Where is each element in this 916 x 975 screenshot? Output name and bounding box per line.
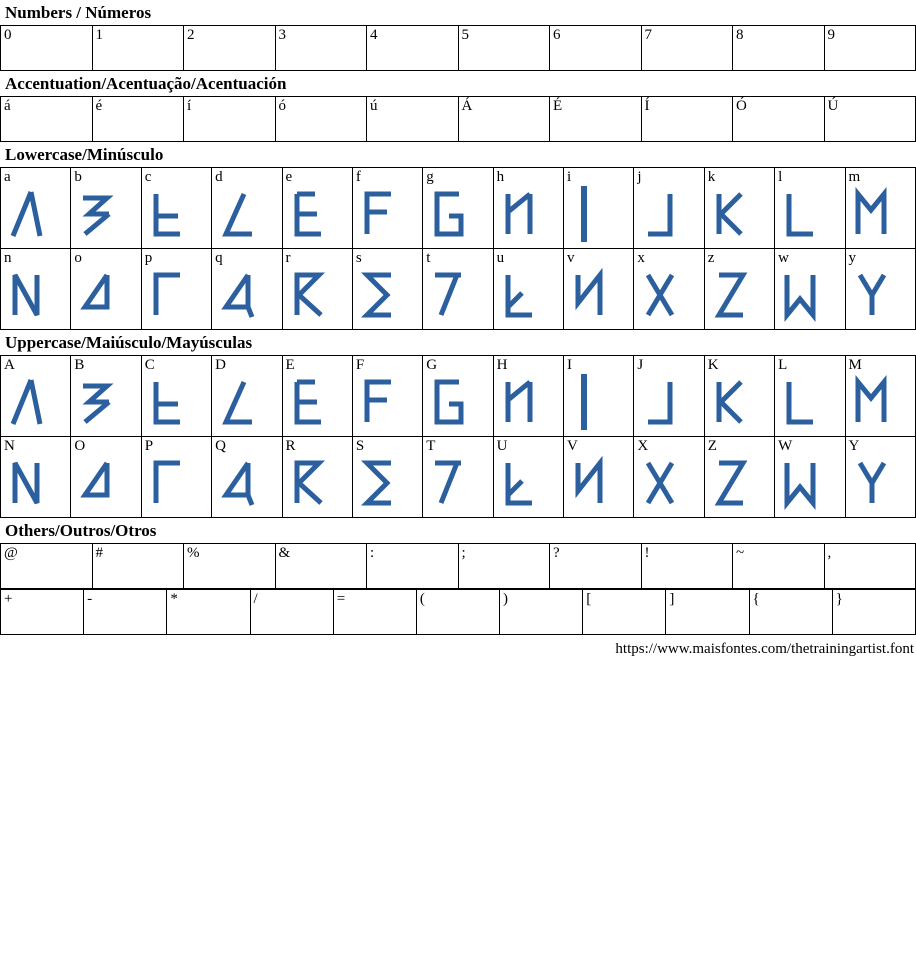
cell-label: H xyxy=(496,357,508,373)
cell-label: } xyxy=(835,591,843,607)
cell-label: Á xyxy=(461,98,473,114)
glyph-cell xyxy=(141,249,211,330)
cell-label: g xyxy=(426,169,434,185)
cell-label: 6 xyxy=(553,27,561,43)
cell-label: ! xyxy=(644,545,650,561)
glyph-T-icon xyxy=(423,455,492,511)
glyph-cell xyxy=(564,168,634,249)
section-title-uppercase: Uppercase/Maiúsculo/Mayúsculas xyxy=(5,333,253,352)
glyph-cell xyxy=(583,590,666,635)
glyph-cell xyxy=(423,168,493,249)
glyph-cell xyxy=(416,590,499,635)
glyph-cell xyxy=(775,437,845,518)
glyph-cell xyxy=(564,437,634,518)
cell-label: L xyxy=(778,357,788,373)
glyph-cell xyxy=(71,168,141,249)
glyph-cell xyxy=(634,437,704,518)
cell-label: I xyxy=(567,357,572,373)
cell-label: N xyxy=(4,438,15,454)
glyph-cell xyxy=(564,356,634,437)
cell-label: B xyxy=(74,357,85,373)
glyph-cell xyxy=(352,356,422,437)
glyph-j-icon xyxy=(634,186,703,242)
glyph-M-icon xyxy=(846,374,916,430)
glyph-y-icon xyxy=(846,267,916,323)
glyph-cell xyxy=(493,249,563,330)
glyph-cell xyxy=(550,544,642,589)
table-row xyxy=(1,590,916,635)
glyph-x-icon xyxy=(634,267,703,323)
table-row xyxy=(1,249,916,330)
cell-label: 2 xyxy=(187,27,195,43)
glyph-X-icon xyxy=(634,455,703,511)
glyph-G-icon xyxy=(423,374,492,430)
cell-label: { xyxy=(752,591,760,607)
glyph-b-icon xyxy=(71,186,140,242)
cell-label: e xyxy=(285,169,293,185)
cell-label: p xyxy=(144,250,153,266)
glyph-F-icon xyxy=(353,374,422,430)
cell-label: E xyxy=(285,357,295,373)
glyph-S-icon xyxy=(353,455,422,511)
glyph-cell xyxy=(1,544,93,589)
glyph-cell xyxy=(1,26,93,71)
glyph-f-icon xyxy=(353,186,422,242)
glyph-r-icon xyxy=(283,267,352,323)
cell-label: f xyxy=(355,169,361,185)
glyph-cell xyxy=(550,97,642,142)
glyph-t-icon xyxy=(423,267,492,323)
glyph-cell xyxy=(167,590,250,635)
source-url[interactable]: https://www.maisfontes.com/thetrainingartist.font xyxy=(615,641,914,657)
glyph-cell xyxy=(92,26,184,71)
glyph-cell xyxy=(749,590,832,635)
glyph-cell xyxy=(282,168,352,249)
cell-label: l xyxy=(778,169,783,185)
glyph-cell xyxy=(352,437,422,518)
glyph-h-icon xyxy=(494,186,563,242)
cell-label: q xyxy=(215,250,223,266)
glyph-H-icon xyxy=(494,374,563,430)
glyph-cell xyxy=(824,544,916,589)
glyph-cell xyxy=(634,356,704,437)
glyph-cell xyxy=(250,590,333,635)
cell-label: z xyxy=(707,250,715,266)
glyph-cell xyxy=(212,168,282,249)
glyph-Z-icon xyxy=(705,455,774,511)
glyph-cell xyxy=(352,249,422,330)
glyph-Y-icon xyxy=(846,455,916,511)
glyph-cell xyxy=(634,249,704,330)
glyph-cell xyxy=(845,356,916,437)
cell-label: 1 xyxy=(95,27,103,43)
glyph-D-icon xyxy=(212,374,281,430)
glyph-cell xyxy=(775,356,845,437)
glyph-cell xyxy=(1,97,93,142)
glyph-cell xyxy=(1,437,71,518)
glyph-cell xyxy=(212,437,282,518)
glyph-cell xyxy=(275,544,367,589)
glyph-q-icon xyxy=(212,267,281,323)
glyph-cell xyxy=(367,26,459,71)
cell-label: ; xyxy=(461,545,466,561)
glyph-d-icon xyxy=(212,186,281,242)
glyph-cell xyxy=(733,26,825,71)
glyph-cell xyxy=(84,590,167,635)
glyph-cell xyxy=(641,26,733,71)
glyph-cell xyxy=(733,97,825,142)
cell-label: W xyxy=(778,438,793,454)
glyph-cell xyxy=(666,590,749,635)
glyph-L-icon xyxy=(775,374,844,430)
table-row xyxy=(1,437,916,518)
glyph-v-icon xyxy=(564,267,633,323)
cell-label: i xyxy=(567,169,572,185)
glyph-cell xyxy=(550,26,642,71)
cell-label: % xyxy=(187,545,200,561)
cell-label: M xyxy=(848,357,862,373)
cell-label: O xyxy=(74,438,86,454)
glyph-c-icon xyxy=(142,186,211,242)
cell-label: t xyxy=(426,250,431,266)
cell-label: P xyxy=(144,438,154,454)
cell-label: , xyxy=(827,545,832,561)
glyph-U-icon xyxy=(494,455,563,511)
cell-label: a xyxy=(4,169,11,185)
glyph-cell xyxy=(634,168,704,249)
glyph-cell xyxy=(367,97,459,142)
glyph-cell xyxy=(212,356,282,437)
glyph-cell xyxy=(845,249,916,330)
glyph-k-icon xyxy=(705,186,774,242)
cell-label: n xyxy=(4,250,12,266)
cell-label: ó xyxy=(278,98,286,114)
cell-label: S xyxy=(355,438,365,454)
glyph-cell xyxy=(458,97,550,142)
glyph-cell xyxy=(845,168,916,249)
cell-label: R xyxy=(285,438,296,454)
cell-label: [ xyxy=(586,591,592,607)
cell-label: ú xyxy=(370,98,378,114)
glyph-cell xyxy=(824,26,916,71)
glyph-E-icon xyxy=(283,374,352,430)
glyph-cell xyxy=(1,356,71,437)
table-row xyxy=(1,544,916,589)
cell-label: 3 xyxy=(278,27,286,43)
others-table-2 xyxy=(0,589,916,635)
glyph-cell xyxy=(282,356,352,437)
glyph-cell xyxy=(212,249,282,330)
cell-label: r xyxy=(285,250,291,266)
cell-label: T xyxy=(426,438,436,454)
glyph-a-icon xyxy=(1,186,70,242)
cell-label: 9 xyxy=(827,27,835,43)
section-title-numbers: Numbers / Números xyxy=(5,3,152,22)
cell-label: o xyxy=(74,250,82,266)
cell-label: 4 xyxy=(370,27,378,43)
glyph-cell xyxy=(458,544,550,589)
glyph-cell xyxy=(458,26,550,71)
cell-label: Q xyxy=(215,438,226,454)
cell-label: ~ xyxy=(736,545,745,561)
glyph-e-icon xyxy=(283,186,352,242)
glyph-K-icon xyxy=(705,374,774,430)
cell-label: + xyxy=(4,591,13,607)
glyph-cell xyxy=(141,356,211,437)
glyph-w-icon xyxy=(775,267,844,323)
cell-label: s xyxy=(355,250,362,266)
glyph-p-icon xyxy=(142,267,211,323)
glyph-cell xyxy=(275,26,367,71)
glyph-cell xyxy=(493,168,563,249)
cell-label: j xyxy=(637,169,642,185)
glyph-cell xyxy=(704,249,774,330)
glyph-cell xyxy=(493,437,563,518)
section-title-others: Others/Outros/Otros xyxy=(5,521,157,540)
glyph-cell xyxy=(564,249,634,330)
glyph-cell xyxy=(282,249,352,330)
glyph-cell xyxy=(92,544,184,589)
cell-label: - xyxy=(87,591,93,607)
glyph-cell xyxy=(71,356,141,437)
cell-label: ) xyxy=(503,591,509,607)
cell-label: : xyxy=(370,545,375,561)
glyph-g-icon xyxy=(423,186,492,242)
cell-label: ] xyxy=(669,591,675,607)
cell-label: V xyxy=(567,438,578,454)
cell-label: A xyxy=(4,357,15,373)
table-row xyxy=(1,97,916,142)
cell-label: X xyxy=(637,438,649,454)
glyph-l-icon xyxy=(775,186,844,242)
cell-label: Y xyxy=(848,438,860,454)
glyph-C-icon xyxy=(142,374,211,430)
cell-label: Z xyxy=(707,438,717,454)
cell-label: 5 xyxy=(461,27,469,43)
cell-label: 8 xyxy=(736,27,744,43)
numbers-table xyxy=(0,25,916,71)
glyph-R-icon xyxy=(283,455,352,511)
glyph-cell xyxy=(500,590,583,635)
glyph-cell xyxy=(704,356,774,437)
cell-label: í xyxy=(187,98,192,114)
glyph-n-icon xyxy=(1,267,70,323)
glyph-J-icon xyxy=(634,374,703,430)
glyph-cell xyxy=(141,437,211,518)
cell-label: & xyxy=(278,545,291,561)
cell-label: Í xyxy=(644,98,650,114)
section-title-lowercase: Lowercase/Minúsculo xyxy=(5,145,164,164)
glyph-cell xyxy=(275,97,367,142)
cell-label: C xyxy=(144,357,155,373)
glyph-cell xyxy=(367,544,459,589)
cell-label: = xyxy=(336,591,346,607)
cell-label: ? xyxy=(553,545,560,561)
others-table xyxy=(0,543,916,589)
glyph-cell xyxy=(704,168,774,249)
glyph-cell xyxy=(282,437,352,518)
glyph-cell xyxy=(493,356,563,437)
table-row xyxy=(1,356,916,437)
glyph-m-icon xyxy=(846,186,916,242)
cell-label: @ xyxy=(4,545,18,561)
glyph-cell xyxy=(423,437,493,518)
glyph-cell xyxy=(423,356,493,437)
cell-label: y xyxy=(848,250,856,266)
cell-label: w xyxy=(778,250,789,266)
cell-label: á xyxy=(4,98,11,114)
cell-label: K xyxy=(707,357,719,373)
cell-label: ( xyxy=(419,591,425,607)
glyph-W-icon xyxy=(775,455,844,511)
cell-label: J xyxy=(637,357,644,373)
uppercase-table xyxy=(0,355,916,518)
cell-label: Ú xyxy=(827,98,839,114)
glyph-cell xyxy=(775,249,845,330)
glyph-i-icon xyxy=(564,186,633,258)
cell-label: m xyxy=(848,169,861,185)
table-row xyxy=(1,26,916,71)
glyph-cell xyxy=(184,26,276,71)
cell-label: c xyxy=(144,169,152,185)
cell-label: G xyxy=(426,357,438,373)
glyph-cell xyxy=(92,97,184,142)
cell-label: d xyxy=(215,169,223,185)
table-row xyxy=(1,168,916,249)
cell-label: é xyxy=(95,98,103,114)
glyph-cell xyxy=(824,97,916,142)
cell-label: v xyxy=(567,250,575,266)
glyph-cell xyxy=(333,590,416,635)
glyph-cell xyxy=(832,590,915,635)
glyph-cell xyxy=(733,544,825,589)
cell-label: u xyxy=(496,250,505,266)
glyph-cell xyxy=(71,437,141,518)
cell-label: U xyxy=(496,438,508,454)
glyph-cell xyxy=(71,249,141,330)
cell-label: F xyxy=(355,357,365,373)
glyph-P-icon xyxy=(142,455,211,511)
glyph-cell xyxy=(1,168,71,249)
glyph-cell xyxy=(423,249,493,330)
section-title-accentuation: Accentuation/Acentuação/Acentuación xyxy=(5,74,287,93)
glyph-I-icon xyxy=(564,374,633,446)
glyph-N-icon xyxy=(1,455,70,511)
glyph-cell xyxy=(1,590,84,635)
glyph-o-icon xyxy=(71,267,140,323)
glyph-A-icon xyxy=(1,374,70,430)
lowercase-table xyxy=(0,167,916,330)
cell-label: É xyxy=(553,98,563,114)
glyph-s-icon xyxy=(353,267,422,323)
glyph-z-icon xyxy=(705,267,774,323)
glyph-cell xyxy=(184,544,276,589)
glyph-Q-icon xyxy=(212,455,281,511)
glyph-cell xyxy=(641,544,733,589)
cell-label: * xyxy=(170,591,178,607)
cell-label: 0 xyxy=(4,27,12,43)
cell-label: Ó xyxy=(736,98,747,114)
glyph-cell xyxy=(184,97,276,142)
cell-label: b xyxy=(74,169,82,185)
glyph-B-icon xyxy=(71,374,140,430)
cell-label: / xyxy=(253,591,258,607)
glyph-cell xyxy=(775,168,845,249)
cell-label: # xyxy=(95,545,103,561)
cell-label: h xyxy=(496,169,505,185)
glyph-cell xyxy=(641,97,733,142)
glyph-cell xyxy=(704,437,774,518)
cell-label: x xyxy=(637,250,645,266)
glyph-cell xyxy=(1,249,71,330)
cell-label: 7 xyxy=(644,27,652,43)
glyph-cell xyxy=(141,168,211,249)
glyph-cell xyxy=(352,168,422,249)
accentuation-table xyxy=(0,96,916,142)
cell-label: D xyxy=(215,357,226,373)
glyph-u-icon xyxy=(494,267,563,323)
glyph-V-icon xyxy=(564,455,633,511)
cell-label: k xyxy=(707,169,716,185)
glyph-cell xyxy=(845,437,916,518)
glyph-O-icon xyxy=(71,455,140,511)
